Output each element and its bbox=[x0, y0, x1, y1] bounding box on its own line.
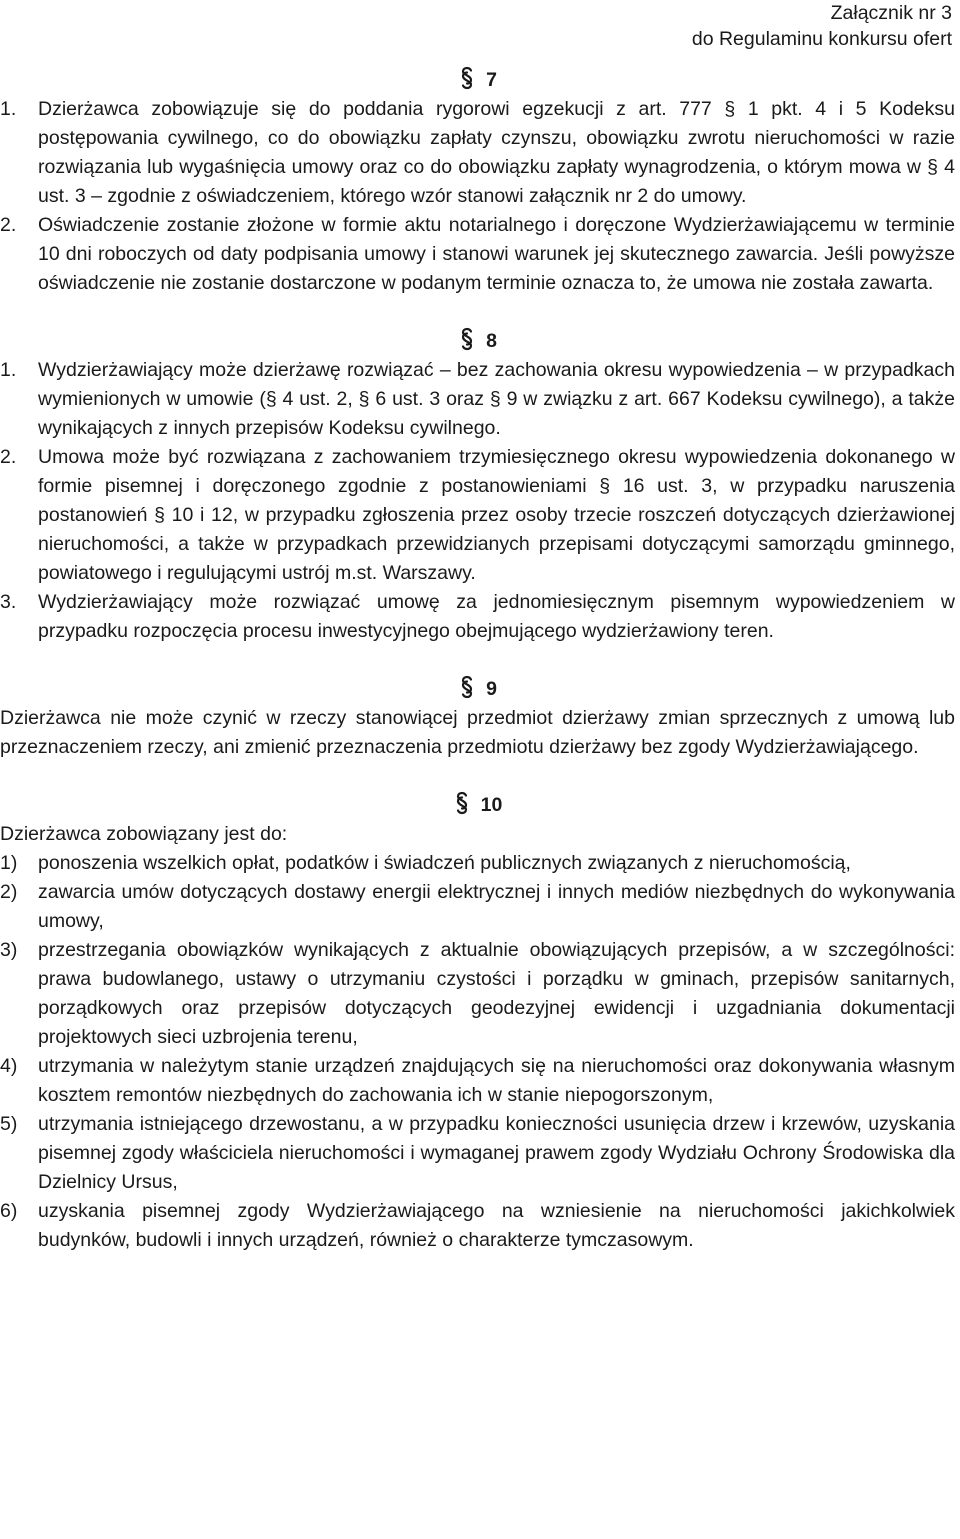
section-8-heading bbox=[0, 327, 955, 356]
section-7-heading bbox=[0, 66, 955, 95]
annex-line-2: do Regulaminu konkursu ofert bbox=[691, 28, 952, 50]
section-7-number: 7 bbox=[486, 69, 497, 91]
list-item: 3. Wydzierżawiający może rozwiązać umowę za jednomiesięcznym pisemnym wypowiedzeniem w przypadku rozpoczęcia procesu inwestycyjnego obejmującego wydzierżawiony teren. bbox=[0, 591, 955, 642]
section-9-heading bbox=[0, 675, 955, 704]
section-sign-icon bbox=[458, 66, 476, 90]
document-body bbox=[0, 66, 955, 1255]
section-sign-icon bbox=[458, 327, 476, 351]
list-item: 3) przestrzegania obowiązków wynikających z aktualnie obowiązujących przepisów, a w szczególności: prawa budowlanego, ustawy o utrzymaniu czystości i porządku w gminach, przepisów sanitarnych, porządkowych oraz przepisów dotyczących geodezyjnej ewidencji i uzgadniania dokumentacji projektowych sieci uzbrojenia terenu, bbox=[0, 939, 955, 1048]
section-10-intro: Dzierżawca zobowiązany jest do: bbox=[0, 823, 288, 845]
list-item: 2. Umowa może być rozwiązana z zachowaniem trzymiesięcznego okresu wypowiedzenia dokonanego w formie pisemnej i doręczonego zgodnie z postanowieniami § 16 ust. 3, w przypadku naruszenia postanowień § 10 i 12, w przypadku zgłoszenia przez osoby trzecie roszczeń dotyczących dzierżawionej nieruchomości, a także w przypadkach przewidzianych przepisami dotyczącymi samorządu gminnego, powiatowego i regulującymi ustrój m.st. Warszawy. bbox=[0, 446, 955, 584]
annex-header bbox=[692, 0, 952, 52]
section-10-number: 10 bbox=[480, 794, 503, 816]
section-8-number: 8 bbox=[486, 330, 497, 352]
list-item: 1. Wydzierżawiający może dzierżawę rozwiązać – bez zachowania okresu wypowiedzenia – w przypadkach wymienionych w umowie (§ 4 ust. 2, § 6 ust. 3 oraz § 9 w związku z art. 667 Kodeksu cywilnego), a także wynikających z innych przepisów Kodeksu cywilnego. bbox=[0, 359, 955, 439]
list-item: 4) utrzymania w należytym stanie urządzeń znajdujących się na nieruchomości oraz dokonywania własnym kosztem remontów niezbędnych do zachowania ich w stanie niepogorszonym, bbox=[0, 1055, 955, 1106]
list-item: 2. Oświadczenie zostanie złożone w formie aktu notarialnego i doręczone Wydzierżawiającemu w terminie 10 dni roboczych od daty podpisania umowy i stanowi warunek jej skutecznego zawarcia. Jeśli powyższe oświadczenie nie zostanie dostarczone w podanym terminie oznacza to, że umowa nie została zawarta. bbox=[0, 214, 955, 294]
list-item: 6) uzyskania pisemnej zgody Wydzierżawiającego na wzniesienie na nieruchomości jakichkolwiek budynków, budowli i innych urządzeń, również o charakterze tymczasowym. bbox=[0, 1200, 955, 1251]
list-item: 2) zawarcia umów dotyczących dostawy energii elektrycznej i innych mediów niezbędnych do wykonywania umowy, bbox=[0, 881, 955, 932]
section-9-text: Dzierżawca nie może czynić w rzeczy stanowiącej przedmiot dzierżawy zmian sprzecznych z umową lub przeznaczeniem rzeczy, ani zmienić przeznaczenia przedmiotu dzierżawy bez zgody Wydzierżawiającego. bbox=[0, 707, 955, 758]
annex-line-1: Załącznik nr 3 bbox=[830, 2, 952, 24]
list-item: 1) ponoszenia wszelkich opłat, podatków i świadczeń publicznych związanych z nieruchomością, bbox=[0, 852, 851, 874]
section-10-list bbox=[0, 849, 955, 1255]
section-sign-icon bbox=[453, 791, 471, 815]
list-item: 1. Dzierżawca zobowiązuje się do poddania rygorowi egzekucji z art. 777 § 1 pkt. 4 i 5 Kodeksu postępowania cywilnego, co do obowiązku zapłaty czynszu, obowiązku zwrotu nieruchomości w razie rozwiązania lub wygaśnięcia umowy oraz co do obowiązku zapłaty wynagrodzenia, o którym mowa w § 4 ust. 3 – zgodnie z oświadczeniem, którego wzór stanowi załącznik nr 2 do umowy. bbox=[0, 98, 955, 207]
section-9-number: 9 bbox=[486, 678, 497, 700]
section-sign-icon bbox=[458, 675, 476, 699]
section-7-list bbox=[0, 95, 955, 298]
section-10-heading bbox=[0, 791, 955, 820]
list-item: 5) utrzymania istniejącego drzewostanu, a w przypadku konieczności usunięcia drzew i krzewów, uzyskania pisemnej zgody właściciela nieruchomości i wymaganej prawem zgody Wydziału Ochrony Środowiska dla Dzielnicy Ursus, bbox=[0, 1113, 955, 1193]
section-8-list bbox=[0, 356, 955, 646]
